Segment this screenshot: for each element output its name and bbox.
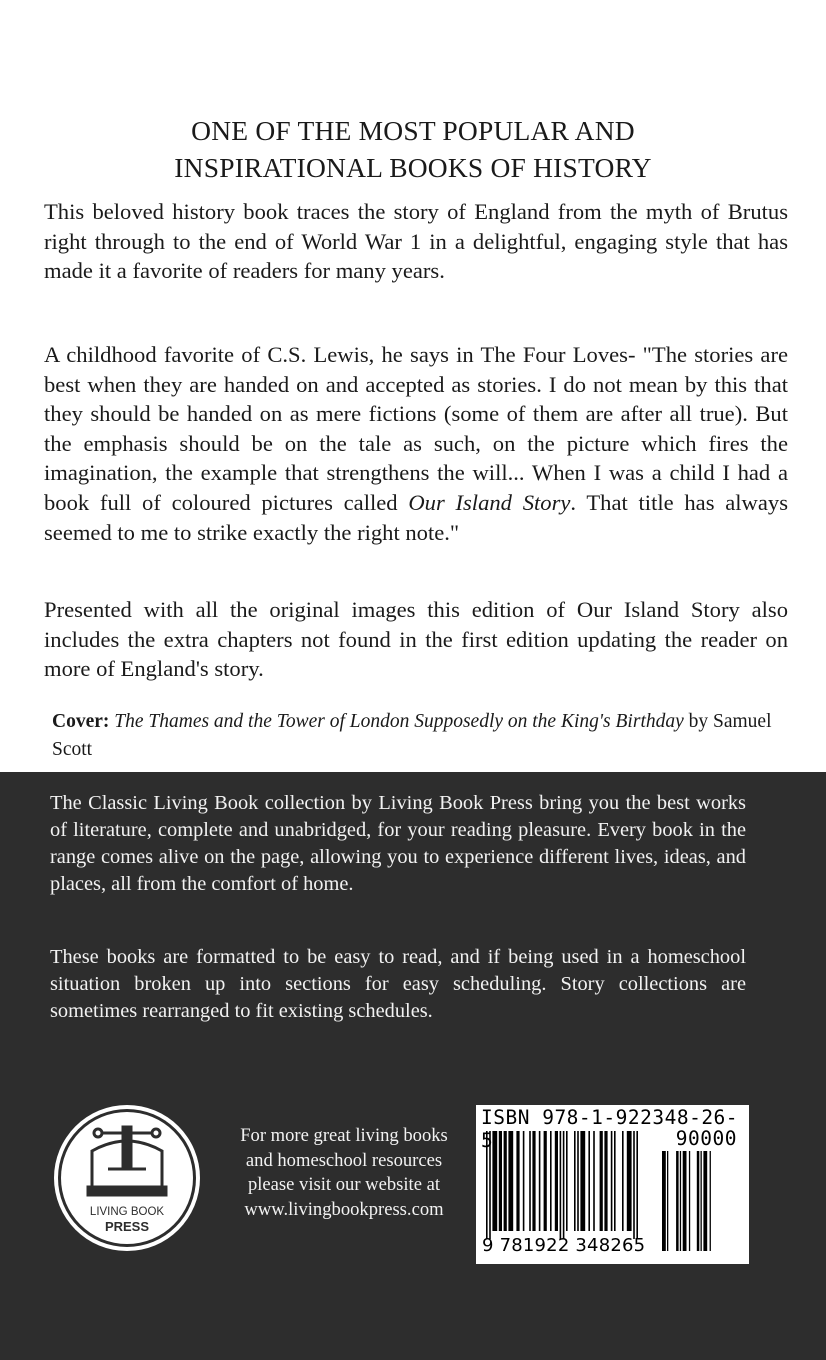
barcode-bar: [689, 1151, 690, 1251]
website-info-line-3: please visit our website at: [247, 1174, 441, 1195]
barcode-bar: [703, 1151, 707, 1251]
addon-barcode-bars: [662, 1151, 711, 1251]
price-addon-code: 90000: [675, 1127, 737, 1150]
barcode-bar: [680, 1151, 681, 1251]
isbn-number: ISBN 978-1-922348-26-5: [481, 1106, 739, 1152]
barcode-bar: [662, 1151, 666, 1251]
collection-paragraph: The Classic Living Book collection by Living Book Press bring you the best works of literature, complete and unabridged, for your reading pleasure. Every book in the range comes alive on the page, allowing you to experience different lives, ideas, and places, all from the comfort of home.: [50, 792, 746, 895]
website-info-line-2: and homeschool resources: [245, 1149, 443, 1171]
barcode-bar: [683, 1151, 687, 1251]
quote-text-after: . That title has always seemed to me to strike exactly the right note.": [44, 489, 788, 545]
headline-line-2: INSPIRATIONAL BOOKS OF HISTORY: [174, 152, 652, 183]
logo-text-line-1: LIVING BOOK: [89, 1206, 165, 1218]
cover-credit-label: Cover:: [52, 711, 110, 732]
cover-artwork-title: The Thames and the Tower of London Supposedly on the King's Birthday: [114, 711, 684, 732]
publisher-panel: [0, 772, 826, 1360]
quote-text-before: A childhood favorite of C.S. Lewis, he says in The Four Loves- "The stories are best when they are handed on and accepted as stories. I do not mean by this that they should be handed on as mere fictions (some of them are after all true). But the emphasis should be on the tale as such, on the picture which fires the imagination, the example that strengthens the will... When I was a child I had a book full of coloured pictures called: [44, 342, 788, 515]
edition-paragraph: Presented with all the original images this edition of Our Island Story also includes the extra chapters not found in the first edition updating the reader on more of England's story.: [44, 597, 788, 682]
headline: [0, 112, 826, 186]
barcode-bar: [697, 1151, 700, 1251]
cover-credit: [52, 708, 782, 764]
logo-text-line-2: PRESS: [104, 1219, 150, 1234]
website-info-line-1: For more great living books: [240, 1125, 448, 1146]
barcode-bar: [667, 1151, 668, 1251]
quote-book-title: Our Island Story: [408, 489, 571, 515]
website-info: [214, 1124, 474, 1222]
headline-line-1: ONE OF THE MOST POPULAR AND: [191, 115, 635, 146]
format-paragraph: These books are formatted to be easy to read, and if being used in a homeschool situation broken up into sections for easy scheduling. Story collections are sometimes rearranged to fit existing schedules.: [50, 946, 746, 1022]
ean-digits: 9 781922 348265: [482, 1235, 646, 1256]
living-book-press-logo: [52, 1103, 202, 1253]
website-url: www.livingbookpress.com: [244, 1198, 444, 1220]
lewis-quote-paragraph: [44, 340, 788, 547]
barcode-bar: [710, 1151, 711, 1251]
cover-artist: by Samuel Scott: [52, 711, 772, 760]
isbn-barcode: [476, 1105, 749, 1264]
barcode-bar: [676, 1151, 679, 1251]
intro-paragraph: This beloved history book traces the story of England from the myth of Brutus right through to the end of World War 1 in a delightful, engaging style that has made it a favorite of readers for many years.: [44, 199, 788, 284]
barcode-bar: [701, 1151, 702, 1251]
